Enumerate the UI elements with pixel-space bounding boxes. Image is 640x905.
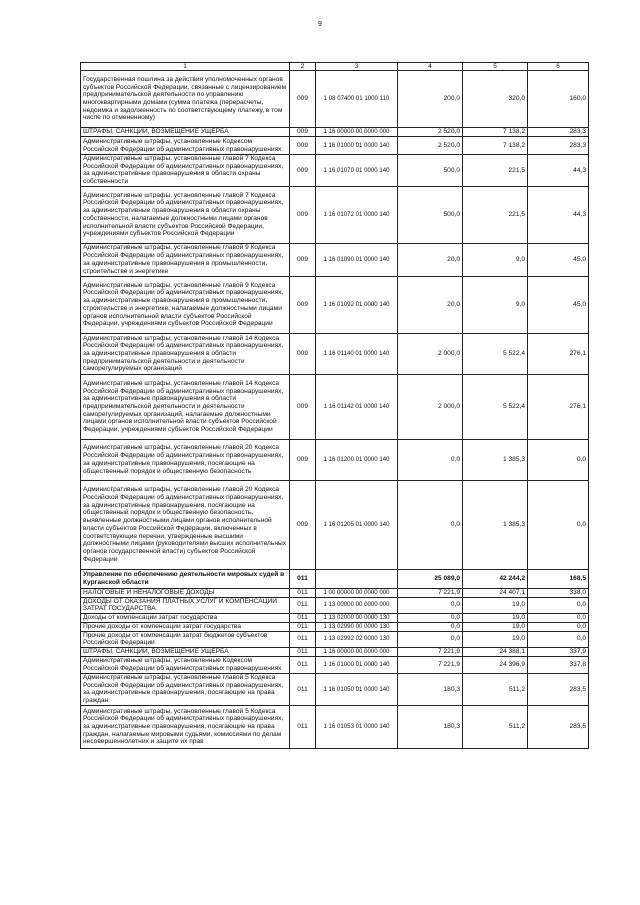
header-col-4: 4 <box>398 63 463 71</box>
row-value-plan: 7 221,9 <box>398 657 463 674</box>
row-budget-code: 1 16 01200 01 0000 140 <box>316 439 398 480</box>
table-row <box>81 374 589 439</box>
row-value-fact: 9,0 <box>463 243 528 276</box>
row-budget-code: 1 08 07400 01 1000 110 <box>316 71 398 128</box>
row-admin-code: 009 <box>290 186 316 243</box>
table-row <box>81 674 589 706</box>
row-value-plan: 180,3 <box>398 705 463 748</box>
row-name: Административные штрафы, установленные главой 20 Кодекса Российской Федерации об административных правонарушениях, за административные правонарушения, посягающие на общественный порядок и общественную безопасность <box>81 439 290 480</box>
table-row <box>81 597 589 613</box>
row-value-plan: 0,0 <box>398 622 463 631</box>
row-name: Административные штрафы, установленные главой 7 Кодекса Российской Федерации об административных правонарушениях, за административные правонарушения в области охраны собственности, налагаемые должностными лицами органов исполнительной власти субъектов Российской Федерации, учреждениями субъектов Российской Федерации <box>81 186 290 243</box>
row-value-plan: 2 520,0 <box>398 128 463 137</box>
row-admin-code: 009 <box>290 137 316 155</box>
row-value-plan: 180,3 <box>398 674 463 706</box>
row-value-plan: 0,0 <box>398 597 463 613</box>
row-budget-code: 1 16 01140 01 0000 140 <box>316 333 398 374</box>
row-value-fact: 7 138,2 <box>463 137 528 155</box>
row-value-plan: 0,0 <box>398 439 463 480</box>
row-name: Управление по обеспечению деятельности мировых судей в Курганской области <box>81 569 290 588</box>
row-value-plan: 0,0 <box>398 631 463 647</box>
row-value-percent: 44,3 <box>528 186 589 243</box>
row-admin-code: 009 <box>290 71 316 128</box>
row-value-percent: 168,5 <box>528 569 589 588</box>
row-budget-code: 1 16 01070 01 0000 140 <box>316 155 398 187</box>
row-value-fact: 19,0 <box>463 597 528 613</box>
table-row <box>81 631 589 647</box>
row-value-fact: 24 388,1 <box>463 648 528 657</box>
row-name: Административные штрафы, установленные Кодексом Российской Федерации об административных правонарушениях <box>81 657 290 674</box>
row-name: Административные штрафы, установленные главой 20 Кодекса Российской Федерации об административных правонарушениях, за административные правонарушения, посягающие на общественный порядок и общественную безопасность, выявленные должностными лицами органов исполнительной власти субъектов Российской Федерации, включенных в соответствующие перечни, утвержденные высшими должностными лицами (руководителями высших исполнительных органов государственной власти) субъектов Российской Федерации <box>81 480 290 569</box>
page-number: 9 <box>318 21 322 28</box>
row-value-plan: 0,0 <box>398 613 463 622</box>
row-admin-code: 011 <box>290 674 316 706</box>
row-admin-code: 011 <box>290 648 316 657</box>
row-value-fact: 1 385,3 <box>463 480 528 569</box>
row-name: Административные штрафы, установленные главой 9 Кодекса Российской Федерации об административных правонарушениях, за административные правонарушения в промышленности, строительстве и энергетике, налагаемые должностными лицами органов исполнительной власти субъектов Российской Федерации, учреждениями субъектов Российской Федерации <box>81 276 290 333</box>
row-budget-code: 1 13 02990 00 0000 130 <box>316 622 398 631</box>
header-col-5: 5 <box>463 63 528 71</box>
row-value-percent: 45,0 <box>528 243 589 276</box>
row-admin-code: 011 <box>290 622 316 631</box>
row-value-fact: 1 385,3 <box>463 439 528 480</box>
row-value-percent: 337,8 <box>528 657 589 674</box>
row-value-fact: 5 522,4 <box>463 333 528 374</box>
header-col-1: 1 <box>81 63 290 71</box>
revenue-table <box>80 62 589 749</box>
row-value-plan: 2 520,0 <box>398 137 463 155</box>
row-admin-code: 009 <box>290 480 316 569</box>
row-name: Административные штрафы, установленные главой 5 Кодекса Российской Федерации об административных правонарушениях, за административные правонарушения, посягающие на права граждан <box>81 674 290 706</box>
row-name: ШТРАФЫ, САНКЦИИ, ВОЗМЕЩЕНИЕ УЩЕРБА <box>81 128 290 137</box>
row-value-percent: 0,0 <box>528 480 589 569</box>
row-budget-code: 1 16 01090 01 0000 140 <box>316 243 398 276</box>
row-value-plan: 2 000,0 <box>398 333 463 374</box>
table-row <box>81 569 589 588</box>
row-value-percent: 160,0 <box>528 71 589 128</box>
row-value-fact: 511,2 <box>463 674 528 706</box>
table-row <box>81 622 589 631</box>
row-budget-code: 1 16 01053 01 0000 140 <box>316 705 398 748</box>
row-value-fact: 24 396,9 <box>463 657 528 674</box>
row-value-plan: 200,0 <box>398 71 463 128</box>
row-value-percent: 283,5 <box>528 705 589 748</box>
table-row <box>81 186 589 243</box>
row-admin-code: 009 <box>290 155 316 187</box>
row-name: Прочие доходы от компенсации затрат государства <box>81 622 290 631</box>
row-value-fact: 5 522,4 <box>463 374 528 439</box>
row-value-percent: 283,5 <box>528 674 589 706</box>
row-admin-code: 011 <box>290 705 316 748</box>
row-value-percent: 0,0 <box>528 597 589 613</box>
row-name: Административные штрафы, установленные главой 5 Кодекса Российской Федерации об административных правонарушениях, за административные правонарушения, посягающие на права граждан, налагаемые мировыми судьями, комиссиями по делам несовершеннолетних и защите их прав <box>81 705 290 748</box>
row-budget-code: 1 16 01142 01 0000 140 <box>316 374 398 439</box>
row-value-plan: 7 221,9 <box>398 648 463 657</box>
row-value-fact: 7 138,2 <box>463 128 528 137</box>
row-value-percent: 0,0 <box>528 613 589 622</box>
row-name: Административные штрафы, установленные главой 7 Кодекса Российской Федерации об административных правонарушениях, за административные правонарушения в области охраны собственности <box>81 155 290 187</box>
row-value-fact: 320,0 <box>463 71 528 128</box>
row-value-fact: 19,0 <box>463 631 528 647</box>
row-name: ШТРАФЫ, САНКЦИИ, ВОЗМЕЩЕНИЕ УЩЕРБА <box>81 648 290 657</box>
row-name: Административные штрафы, установленные Кодексом Российской Федерации об административных правонарушениях <box>81 137 290 155</box>
row-admin-code: 009 <box>290 276 316 333</box>
row-budget-code: 1 16 01092 01 0000 140 <box>316 276 398 333</box>
row-admin-code: 011 <box>290 597 316 613</box>
row-value-plan: 7 221,9 <box>398 588 463 597</box>
row-value-percent: 45,0 <box>528 276 589 333</box>
row-value-fact: 24 407,1 <box>463 588 528 597</box>
row-value-plan: 25 089,0 <box>398 569 463 588</box>
row-value-fact: 19,0 <box>463 622 528 631</box>
row-budget-code: 1 13 02000 00 0000 130 <box>316 613 398 622</box>
row-admin-code: 011 <box>290 613 316 622</box>
row-value-plan: 500,0 <box>398 186 463 243</box>
row-admin-code: 009 <box>290 374 316 439</box>
table-header-row <box>81 63 589 71</box>
row-value-percent: 276,1 <box>528 333 589 374</box>
row-value-plan: 20,0 <box>398 243 463 276</box>
row-value-percent: 44,3 <box>528 155 589 187</box>
row-value-fact: 42 244,2 <box>463 569 528 588</box>
table-row <box>81 71 589 128</box>
row-value-fact: 9,0 <box>463 276 528 333</box>
table-row <box>81 588 589 597</box>
row-value-percent: 276,1 <box>528 374 589 439</box>
row-admin-code: 009 <box>290 439 316 480</box>
table-row <box>81 333 589 374</box>
row-budget-code: 1 16 01205 01 0000 140 <box>316 480 398 569</box>
row-value-plan: 2 000,0 <box>398 374 463 439</box>
row-name: Административные штрафы, установленные главой 9 Кодекса Российской Федерации об административных правонарушениях, за административные правонарушения в промышленности, строительстве и энергетике <box>81 243 290 276</box>
table-row <box>81 243 589 276</box>
row-value-percent: 0,0 <box>528 439 589 480</box>
row-value-percent: 0,0 <box>528 622 589 631</box>
row-value-fact: 221,5 <box>463 155 528 187</box>
row-name: Доходы от компенсации затрат государства <box>81 613 290 622</box>
row-name: Административные штрафы, установленные главой 14 Кодекса Российской Федерации об административных правонарушениях, за административные правонарушения в области предпринимательской деятельности и деятельности саморегулируемых организаций, налагаемые должностными лицами органов исполнительной власти субъектов Российской Федерации, учреждениями субъектов Российской Федерации <box>81 374 290 439</box>
row-value-percent: 283,3 <box>528 128 589 137</box>
table-row <box>81 613 589 622</box>
row-budget-code: 1 13 00000 00 0000 000 <box>316 597 398 613</box>
row-budget-code: 1 16 01000 01 0000 140 <box>316 657 398 674</box>
row-budget-code: 1 16 00000 00 0000 000 <box>316 128 398 137</box>
row-name: Административные штрафы, установленные главой 14 Кодекса Российской Федерации об административных правонарушениях, за административные правонарушения в области предпринимательской деятельности и деятельности саморегулируемых организаций <box>81 333 290 374</box>
row-value-fact: 511,2 <box>463 705 528 748</box>
table-row <box>81 137 589 155</box>
row-value-fact: 221,5 <box>463 186 528 243</box>
row-name: Государственная пошлина за действия уполномоченных органов субъектов Российской Федерации, связанные с лицензированием предпринимательской деятельности по управлению многоквартирными домами (сумма платежа (перерасчеты, недоимка и задолженность по соответствующему платежу, в том числе по отмененному) <box>81 71 290 128</box>
row-value-percent: 0,0 <box>528 631 589 647</box>
row-budget-code: 1 16 01050 01 0000 140 <box>316 674 398 706</box>
row-value-plan: 500,0 <box>398 155 463 187</box>
header-col-2: 2 <box>290 63 316 71</box>
row-name: НАЛОГОВЫЕ И НЕНАЛОГОВЫЕ ДОХОДЫ <box>81 588 290 597</box>
row-admin-code: 009 <box>290 243 316 276</box>
row-admin-code: 011 <box>290 657 316 674</box>
row-name: ДОХОДЫ ОТ ОКАЗАНИЯ ПЛАТНЫХ УСЛУГ И КОМПЕНСАЦИИ ЗАТРАТ ГОСУДАРСТВА <box>81 597 290 613</box>
row-admin-code: 011 <box>290 569 316 588</box>
table-row <box>81 439 589 480</box>
row-admin-code: 011 <box>290 588 316 597</box>
row-value-plan: 20,0 <box>398 276 463 333</box>
row-admin-code: 011 <box>290 631 316 647</box>
header-col-3: 3 <box>316 63 398 71</box>
table-row <box>81 480 589 569</box>
table-row <box>81 648 589 657</box>
row-name: Прочие доходы от компенсации затрат бюджетов субъектов Российской Федерации <box>81 631 290 647</box>
row-admin-code: 009 <box>290 333 316 374</box>
row-budget-code: 1 16 01000 01 0000 140 <box>316 137 398 155</box>
row-value-percent: 283,3 <box>528 137 589 155</box>
table-row <box>81 705 589 748</box>
row-value-percent: 338,0 <box>528 588 589 597</box>
row-budget-code: 1 16 00000 00 0000 000 <box>316 648 398 657</box>
table-row <box>81 276 589 333</box>
row-budget-code: 1 13 02992 02 0000 130 <box>316 631 398 647</box>
row-admin-code: 009 <box>290 128 316 137</box>
row-budget-code <box>316 569 398 588</box>
row-value-fact: 19,0 <box>463 613 528 622</box>
row-value-plan: 0,0 <box>398 480 463 569</box>
row-budget-code: 1 16 01072 01 0000 140 <box>316 186 398 243</box>
table-row <box>81 128 589 137</box>
table-row <box>81 657 589 674</box>
table-row <box>81 155 589 187</box>
row-budget-code: 1 00 00000 00 0000 000 <box>316 588 398 597</box>
header-col-6: 6 <box>528 63 589 71</box>
row-value-percent: 337,9 <box>528 648 589 657</box>
